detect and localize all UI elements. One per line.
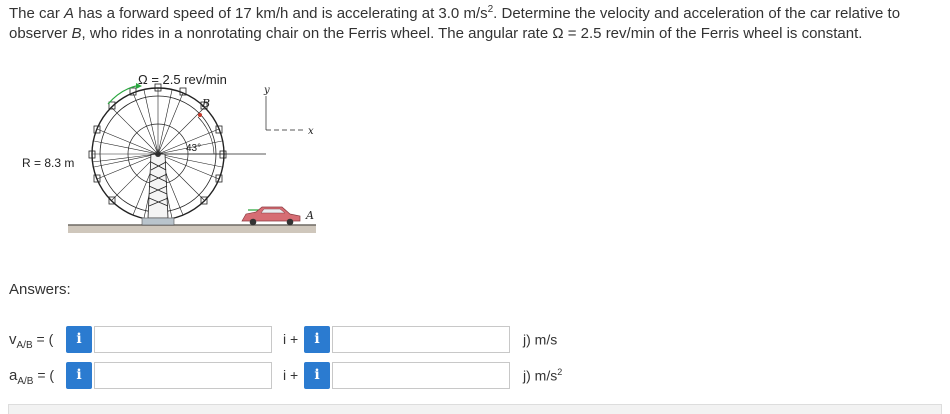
acceleration-unit-label: j) $m/s^2$ (523, 367, 563, 384)
i-plus-label: i + (283, 331, 299, 347)
answers-heading: Answers: (9, 281, 71, 298)
ferris-wheel-figure (10, 66, 330, 242)
axis-x-label: x (308, 126, 314, 137)
bottom-panel-edge (8, 404, 942, 414)
acceleration-i-input[interactable] (94, 362, 272, 389)
radius-label: R = 8.3 m (22, 156, 75, 170)
omega-label: Ω = 2.5 rev/min (138, 72, 227, 87)
problem-statement: The car A has a forward speed of 17 km/h and is accelerating at 3.0 $m/s^2$. Determine the velocity and acceleration of the car relative to observer B, who rides in a nonrotating chair on the Ferris wheel. The angular rate Ω = 2.5 rev/min of the Ferris wheel is constant. (9, 4, 901, 42)
point-b-marker (198, 113, 202, 117)
axis-y-label: y (264, 85, 270, 96)
acceleration-label: $a_{A/B}$ = ( (9, 367, 55, 387)
axes (266, 96, 306, 130)
i-plus-label: i + (283, 367, 299, 383)
info-icon[interactable]: i (304, 362, 330, 389)
tower (148, 154, 168, 218)
velocity-unit-label: j) m/s (523, 331, 558, 348)
velocity-label: $v_{A/B}$ = ( (9, 331, 54, 351)
info-icon[interactable]: i (66, 362, 92, 389)
point-b-label: B (202, 97, 211, 110)
info-icon[interactable]: i (304, 326, 330, 353)
velocity-j-input[interactable] (332, 326, 510, 353)
velocity-i-input[interactable] (94, 326, 272, 353)
angle-label: 43° (186, 143, 202, 154)
acceleration-j-input[interactable] (332, 362, 510, 389)
info-icon[interactable]: i (66, 326, 92, 353)
point-a-label: A (306, 209, 314, 222)
